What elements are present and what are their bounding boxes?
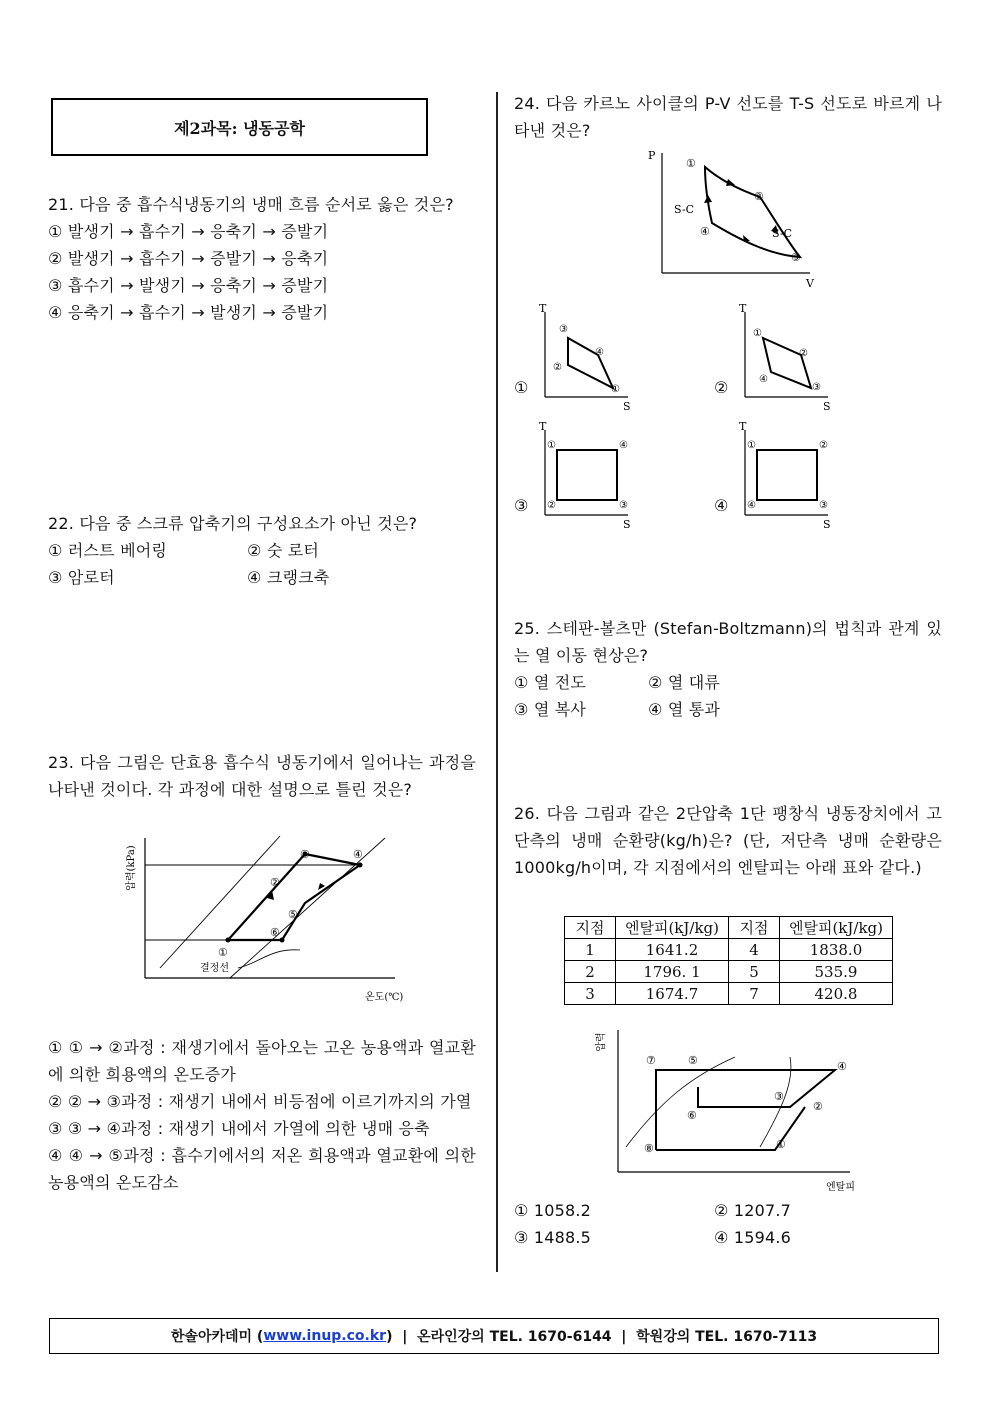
- question-26-options: [514, 1197, 942, 1251]
- table-cell: 4: [729, 939, 780, 961]
- question-21: [48, 191, 476, 326]
- question-21-option-2[interactable]: ② 발생기 → 흡수기 → 증발기 → 응축기: [48, 249, 329, 268]
- svg-text:②: ②: [547, 500, 556, 511]
- question-21-option-4[interactable]: ④ 응축기 → 흡수기 → 발생기 → 증발기: [48, 303, 329, 322]
- svg-text:①: ①: [547, 440, 556, 451]
- question-23-option-3[interactable]: ③ ③ → ④과정 : 재생기 내에서 가열에 의한 냉매 응축: [48, 1119, 430, 1138]
- table-header: 엔탈피(kJ/kg): [616, 917, 729, 939]
- question-23: [48, 749, 476, 803]
- q24-pv-point-2: ②: [754, 190, 764, 203]
- table-row: [565, 939, 893, 961]
- svg-text:①: ①: [753, 328, 762, 339]
- question-22-option-2[interactable]: ② 숫 로터: [247, 541, 320, 560]
- question-23-options: [48, 1034, 476, 1196]
- svg-text:②: ②: [813, 1100, 823, 1113]
- question-22-option-3[interactable]: ③ 암로터: [48, 568, 115, 587]
- question-25-option-1[interactable]: ① 열 전도: [514, 673, 587, 692]
- question-21-option-3[interactable]: ③ 흡수기 → 발생기 → 응축기 → 증발기: [48, 276, 329, 295]
- table-cell: 420.8: [780, 983, 893, 1005]
- question-22-option-4[interactable]: ④ 크랭크축: [247, 568, 330, 587]
- svg-text:③: ③: [619, 500, 628, 511]
- svg-text:④: ④: [759, 374, 768, 385]
- svg-text:③: ③: [819, 500, 828, 511]
- table-header: 지점: [729, 917, 780, 939]
- table-cell: 1: [565, 939, 616, 961]
- question-25-option-3[interactable]: ③ 열 복사: [514, 700, 587, 719]
- q23-crystal-line-label: 결정선: [200, 963, 229, 974]
- svg-text:④: ④: [747, 500, 756, 511]
- question-25-option-2[interactable]: ② 열 대류: [648, 673, 721, 692]
- q23-point-2: ②: [270, 876, 280, 889]
- q23-absorption-diagram: [120, 828, 410, 1008]
- question-26-stem: 26. 다음 그림과 같은 2단압축 1단 팽창식 냉동장치에서 고단측의 냉매 순환량(kg/h)은? (단, 저단측 냉매 순환량은 1000kg/h이며, 각 지점에서의 엔탈피는 아래 표와 같다.): [514, 804, 942, 877]
- table-cell: 1796. 1: [616, 961, 729, 983]
- question-21-stem: 21. 다음 중 흡수식냉동기의 냉매 흐름 순서로 옳은 것은?: [48, 195, 454, 214]
- question-26: [514, 800, 942, 881]
- q26-ph-diagram: [590, 1022, 870, 1197]
- question-22-stem: 22. 다음 중 스크류 압축기의 구성요소가 아닌 것은?: [48, 514, 418, 533]
- question-25-stem: 25. 스테판-볼츠만 (Stefan-Boltzmann)의 법칙과 관계 있는 열 이동 현상은?: [514, 619, 942, 665]
- footer-contact: ) | 온라인강의 TEL. 1670-6144 | 학원강의 TEL. 1670-7113: [386, 1329, 818, 1345]
- svg-text:⑦: ⑦: [646, 1054, 656, 1067]
- svg-text:①: ①: [747, 440, 756, 451]
- svg-text:②: ②: [799, 348, 808, 359]
- q24-pv-p-label: P: [648, 149, 656, 162]
- svg-text:②: ②: [819, 440, 828, 451]
- q24-opt4-s-label: S: [823, 518, 831, 531]
- q24-pv-sc-right: S-C: [772, 227, 793, 240]
- section-title: 제2과목: 냉동공학: [174, 118, 305, 138]
- svg-text:⑤: ⑤: [688, 1054, 698, 1067]
- q26-ylabel: 압력: [596, 1032, 607, 1052]
- question-23-option-1[interactable]: ① ① → ②과정 : 재생기에서 돌아오는 고온 농용액과 열교환에 의한 희용액의 온도증가: [48, 1038, 476, 1084]
- q24-opt1-t-label: T: [539, 302, 547, 315]
- table-header-row: [565, 917, 893, 939]
- table-cell: 3: [565, 983, 616, 1005]
- q24-opt2-s-label: S: [823, 400, 831, 413]
- q24-option-2-mark[interactable]: ②: [714, 378, 729, 397]
- question-23-option-2[interactable]: ② ② → ③과정 : 재생기 내에서 비등점에 이르기까지의 가열: [48, 1092, 472, 1111]
- q24-opt3-t-label: T: [539, 420, 547, 433]
- q24-pv-sc-left: S-C: [674, 203, 695, 216]
- question-21-option-1[interactable]: ① 발생기 → 흡수기 → 응축기 → 증발기: [48, 222, 329, 241]
- q24-option-4-ts-diagram[interactable]: [733, 418, 843, 533]
- question-26-option-3[interactable]: ③ 1488.5: [514, 1228, 592, 1247]
- q23-point-1: ①: [218, 946, 228, 959]
- q23-point-5: ⑤: [288, 908, 298, 921]
- question-26-option-2[interactable]: ② 1207.7: [714, 1201, 792, 1220]
- footer-brand: 한솔아카데미 (: [170, 1329, 264, 1345]
- column-divider: [496, 92, 498, 1272]
- svg-text:③: ③: [559, 324, 568, 335]
- svg-text:①: ①: [611, 384, 620, 395]
- q23-point-4: ④: [353, 848, 363, 861]
- question-22-option-1[interactable]: ① 러스트 베어링: [48, 541, 168, 560]
- q26-enthalpy-table: [564, 916, 893, 1005]
- table-cell: 5: [729, 961, 780, 983]
- q24-opt1-s-label: S: [623, 400, 631, 413]
- svg-text:③: ③: [774, 1090, 784, 1103]
- question-25-option-4[interactable]: ④ 열 통과: [648, 700, 721, 719]
- question-25: [514, 615, 942, 723]
- svg-text:⑥: ⑥: [687, 1109, 697, 1122]
- q26-xlabel: 엔탈피: [826, 1182, 855, 1193]
- svg-text:②: ②: [553, 362, 562, 373]
- question-22: [48, 510, 476, 591]
- q24-option-4-mark[interactable]: ④: [714, 496, 729, 515]
- q24-pv-diagram: [640, 145, 820, 295]
- svg-text:④: ④: [619, 440, 628, 451]
- q24-option-1-mark[interactable]: ①: [514, 378, 529, 397]
- table-cell: 1838.0: [780, 939, 893, 961]
- svg-text:③: ③: [812, 382, 821, 393]
- table-cell: 1674.7: [616, 983, 729, 1005]
- footer-link[interactable]: www.inup.co.kr: [263, 1328, 387, 1344]
- table-cell: 1641.2: [616, 939, 729, 961]
- svg-text:⑧: ⑧: [644, 1142, 654, 1155]
- question-24-stem: 24. 다음 카르노 사이클의 P-V 선도를 T-S 선도로 바르게 나타낸 것은?: [514, 94, 942, 140]
- svg-text:④: ④: [837, 1060, 847, 1073]
- q23-point-6: ⑥: [270, 926, 280, 939]
- question-26-option-1[interactable]: ① 1058.2: [514, 1201, 592, 1220]
- table-row: [565, 961, 893, 983]
- q24-pv-v-label: V: [806, 277, 814, 290]
- table-cell: 7: [729, 983, 780, 1005]
- footer: [49, 1318, 939, 1354]
- question-23-option-4[interactable]: ④ ④ → ⑤과정 : 흡수기에서의 저온 희용액과 열교환에 의한 농용액의 온도감소: [48, 1146, 476, 1192]
- table-cell: 535.9: [780, 961, 893, 983]
- q24-option-1-ts-diagram[interactable]: [533, 300, 643, 415]
- q23-point-3: ③: [300, 848, 310, 861]
- section-title-box: [51, 98, 428, 156]
- q24-option-3-mark[interactable]: ③: [514, 496, 529, 515]
- q23-ylabel: 압력(kPa): [126, 845, 137, 891]
- svg-text:①: ①: [776, 1138, 786, 1151]
- table-row: [565, 983, 893, 1005]
- question-26-option-4[interactable]: ④ 1594.6: [714, 1228, 792, 1247]
- table-header: 지점: [565, 917, 616, 939]
- svg-text:④: ④: [595, 347, 604, 358]
- question-23-stem: 23. 다음 그림은 단효용 흡수식 냉동기에서 일어나는 과정을 나타낸 것이다. 각 과정에 대한 설명으로 틀린 것은?: [48, 753, 476, 799]
- q24-opt3-s-label: S: [623, 518, 631, 531]
- q23-xlabel: 온도(℃): [365, 992, 404, 1003]
- question-24: [514, 90, 942, 144]
- q24-pv-point-4: ④: [700, 225, 710, 238]
- table-header: 엔탈피(kJ/kg): [780, 917, 893, 939]
- q24-pv-point-3: ③: [791, 251, 801, 264]
- q24-opt4-t-label: T: [739, 420, 747, 433]
- table-cell: 2: [565, 961, 616, 983]
- q24-option-3-ts-diagram[interactable]: [533, 418, 643, 533]
- q24-opt2-t-label: T: [739, 302, 747, 315]
- q24-option-2-ts-diagram[interactable]: [733, 300, 843, 415]
- q24-pv-point-1: ①: [686, 157, 696, 170]
